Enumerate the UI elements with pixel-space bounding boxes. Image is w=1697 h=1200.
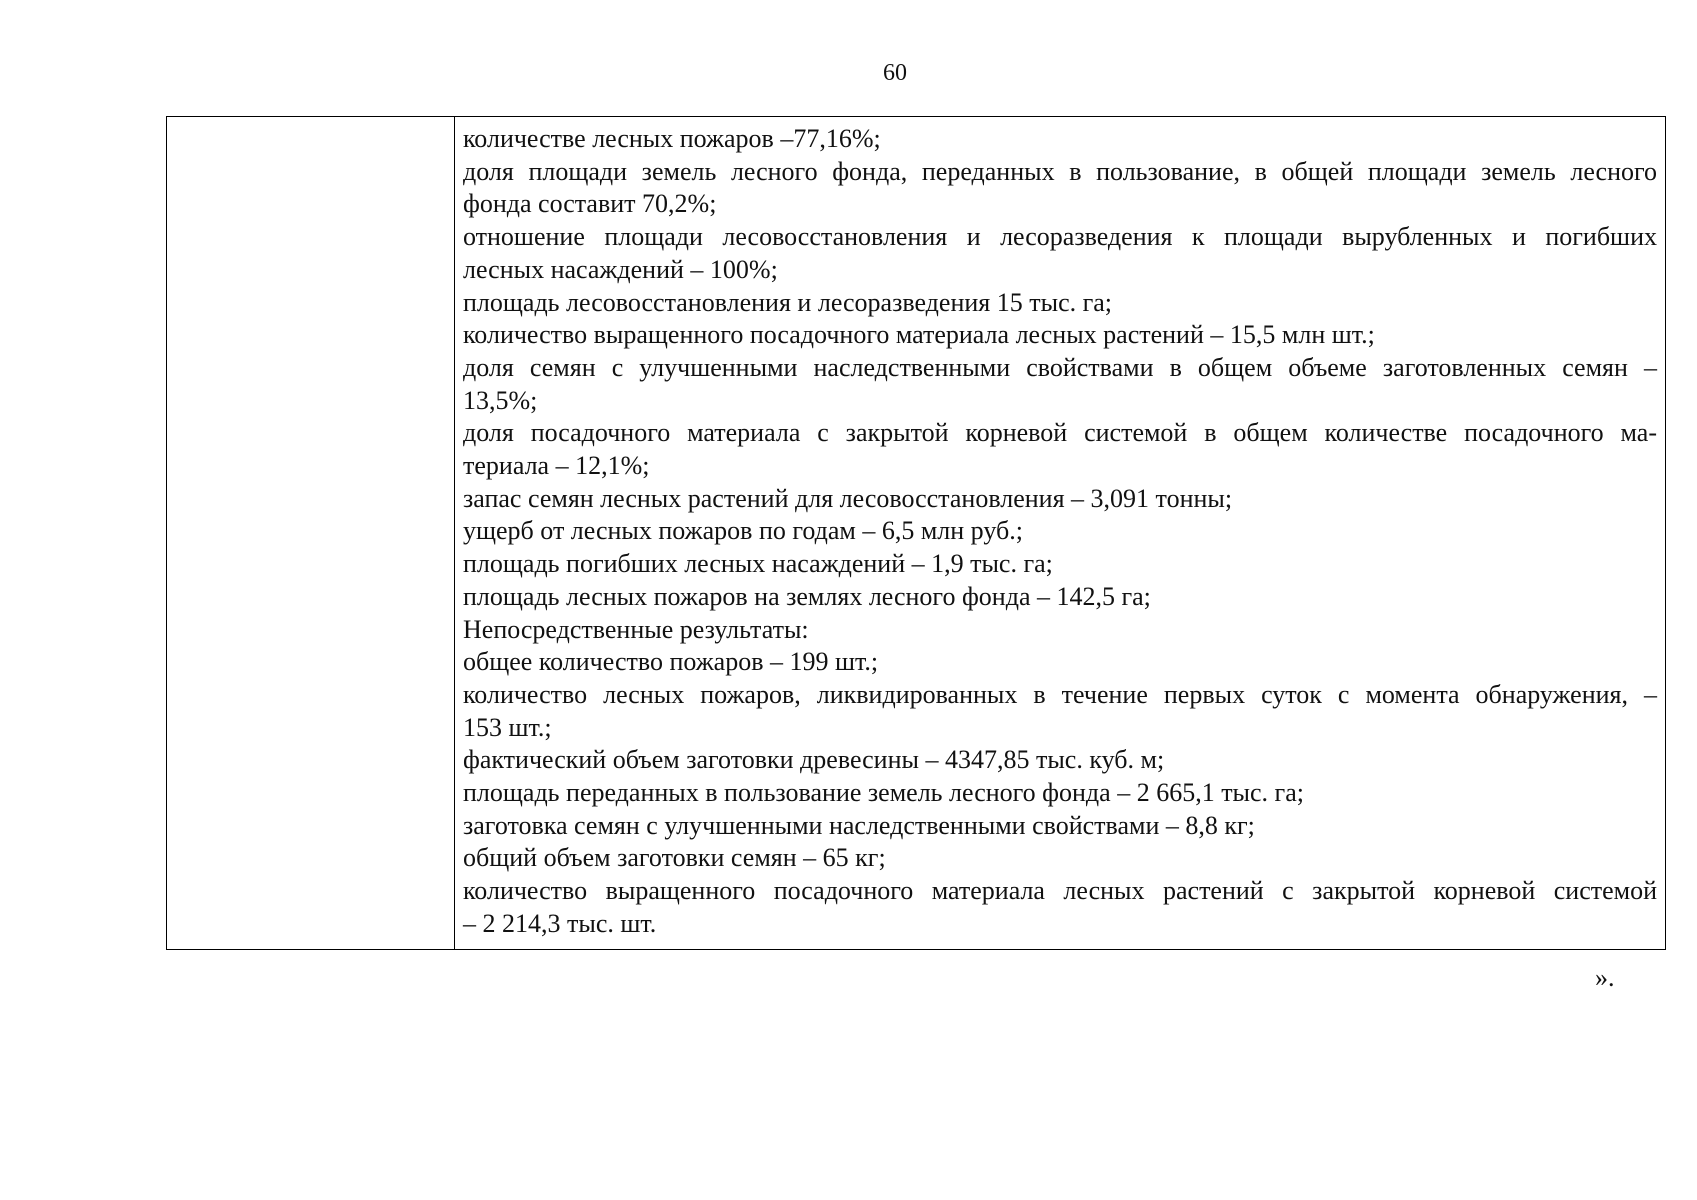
- text-line: заготовка семян с улучшенными наследственными свойствами – 8,8 кг;: [463, 810, 1255, 840]
- text-line: лесных насаждений – 100%;: [463, 254, 778, 284]
- text-line: запас семян лесных растений для лесовосстановления – 3,091 тонны;: [463, 483, 1233, 513]
- closing-quote-mark: ».: [1595, 963, 1615, 992]
- text-line: отношение площади лесовосстановления и лесоразведения к площади вырубленных и погибших: [463, 222, 1657, 252]
- indicators-text: [463, 123, 1657, 941]
- text-line: ущерб от лесных пожаров по годам – 6,5 млн руб.;: [463, 516, 1023, 546]
- text-line: общий объем заготовки семян – 65 кг;: [463, 843, 886, 873]
- table-row: [167, 117, 1666, 950]
- text-line: площадь погибших лесных насаждений – 1,9 тыс. га;: [463, 549, 1053, 579]
- text-line: 153 шт.;: [463, 712, 552, 742]
- text-line: количество лесных пожаров, ликвидированных в течение первых суток с момента обнаружения, –: [463, 679, 1657, 709]
- text-line: – 2 214,3 тыс. шт.: [463, 908, 657, 938]
- text-line: доля семян с улучшенными наследственными свойствами в общем объеме заготовленных семян –: [463, 352, 1657, 382]
- text-line: 13,5%;: [463, 385, 538, 415]
- page-number: 60: [883, 60, 907, 86]
- text-line: фактический объем заготовки древесины – 4347,85 тыс. куб. м;: [463, 745, 1165, 775]
- left-cell: [167, 117, 455, 950]
- indicators-cell: [455, 117, 1666, 950]
- text-line: площадь лесовосстановления и лесоразведения 15 тыс. га;: [463, 287, 1113, 317]
- text-line: количество выращенного посадочного материала лесных растений – 15,5 млн шт.;: [463, 320, 1375, 350]
- text-line: доля площади земель лесного фонда, переданных в пользование, в общей площади земель лесного: [463, 156, 1657, 186]
- text-line: количестве лесных пожаров –77,16%;: [463, 124, 881, 153]
- indicators-table: [166, 116, 1666, 950]
- text-line: доля посадочного материала с закрытой корневой системой в общем количестве посадочного ма-: [463, 418, 1657, 448]
- text-line: общее количество пожаров – 199 шт.;: [463, 647, 879, 677]
- text-line: териала – 12,1%;: [463, 451, 650, 481]
- text-line: Непосредственные результаты:: [463, 614, 809, 644]
- text-line: количество выращенного посадочного материала лесных растений с закрытой корневой системой: [463, 876, 1657, 906]
- text-line: площадь лесных пожаров на землях лесного фонда – 142,5 га;: [463, 581, 1151, 611]
- text-line: фонда составит 70,2%;: [463, 189, 717, 219]
- text-line: площадь переданных в пользование земель лесного фонда – 2 665,1 тыс. га;: [463, 778, 1304, 808]
